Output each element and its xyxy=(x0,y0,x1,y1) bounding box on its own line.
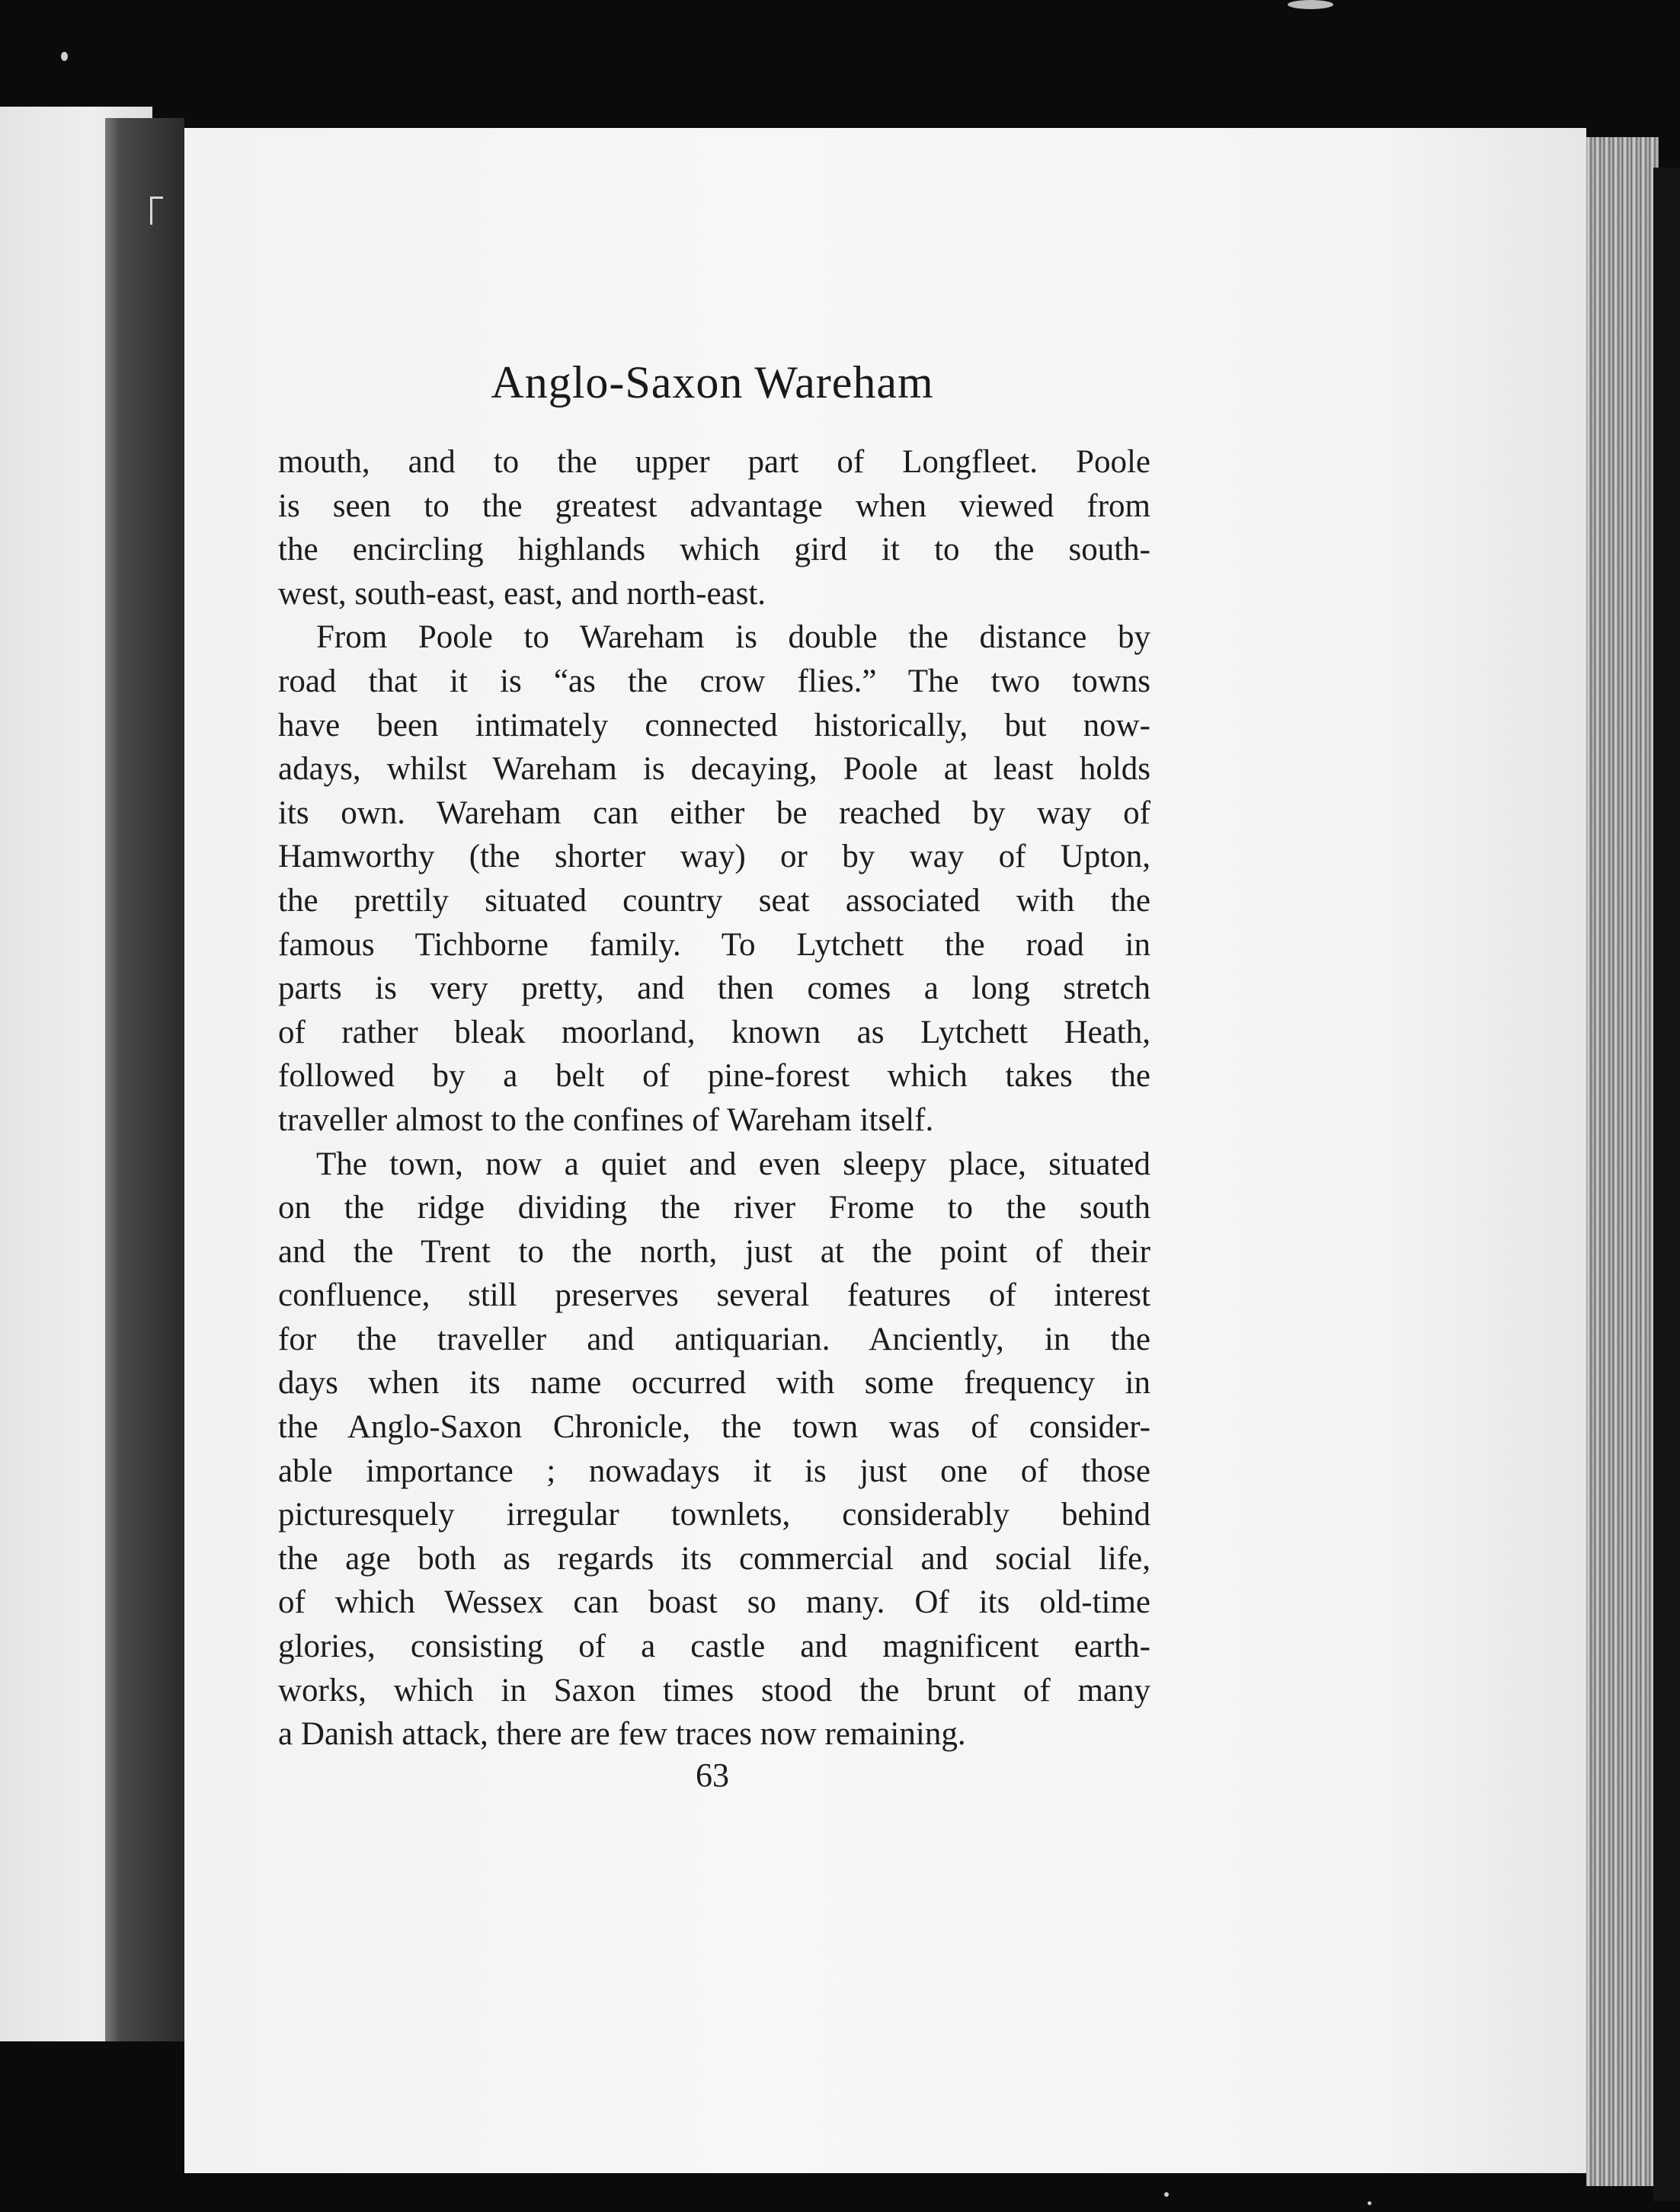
text-line: the Anglo-Saxon Chronicle, the town was of consider- xyxy=(278,1409,1150,1446)
text-line: adays, whilst Wareham is decaying, Poole at least holds xyxy=(278,751,1150,788)
page-number: 63 xyxy=(696,1756,729,1794)
text-line: and the Trent to the north, just at the point of their xyxy=(278,1233,1150,1270)
text-line: west, south-east, east, and north-east. xyxy=(278,575,766,612)
text-line: picturesquely irregular townlets, considerably behind xyxy=(278,1497,1150,1533)
text-line: able importance ; nowadays it is just one of those xyxy=(278,1453,1150,1489)
book-gutter xyxy=(105,118,184,2041)
text-line: The town, now a quiet and even sleepy place, situated xyxy=(316,1146,1150,1182)
text-line: mouth, and to the upper part of Longfleet. Poole xyxy=(278,444,1150,480)
text-line: on the ridge dividing the river Frome to the south xyxy=(278,1190,1150,1226)
text-line: parts is very pretty, and then comes a long stretch xyxy=(278,970,1150,1007)
text-line: traveller almost to the confines of Wareham itself. xyxy=(278,1101,934,1138)
paragraph xyxy=(278,1143,1150,1756)
page-edges xyxy=(1586,137,1659,2186)
gutter-mark xyxy=(150,197,163,225)
text-line: Hamworthy (the shorter way) or by way of Upton, xyxy=(278,839,1150,875)
paragraph xyxy=(278,440,1150,615)
text-line: From Poole to Wareham is double the distance by xyxy=(316,619,1150,656)
text-line: followed by a belt of pine-forest which takes the xyxy=(278,1058,1150,1095)
text-line: famous Tichborne family. To Lytchett the road in xyxy=(278,926,1150,963)
paragraph xyxy=(278,615,1150,1142)
text-line: glories, consisting of a castle and magnificent earth- xyxy=(278,1629,1150,1665)
text-line: the prettily situated country seat associated with the xyxy=(278,882,1150,919)
text-line: the age both as regards its commercial and social life, xyxy=(278,1540,1150,1577)
text-line: road that it is “as the crow flies.” The two towns xyxy=(278,663,1150,699)
text-line: confluence, still preserves several features of interest xyxy=(278,1277,1150,1314)
text-line: of rather bleak moorland, known as Lytchett Heath, xyxy=(278,1014,1150,1050)
text-line: days when its name occurred with some frequency in xyxy=(278,1365,1150,1402)
text-line: its own. Wareham can either be reached by way of xyxy=(278,794,1150,831)
text-line: have been intimately connected historically, but now- xyxy=(278,707,1150,743)
text-line: of which Wessex can boast so many. Of its old-time xyxy=(278,1584,1150,1621)
text-line: the encircling highlands which gird it to the south- xyxy=(278,532,1150,568)
body-text xyxy=(278,440,1150,1756)
text-line: a Danish attack, there are few traces now remaining. xyxy=(278,1716,966,1753)
running-head: Anglo-Saxon Wareham xyxy=(491,357,934,408)
text-line: works, which in Saxon times stood the brunt of many xyxy=(278,1672,1150,1709)
cover-edge xyxy=(1653,168,1680,2201)
text-line: is seen to the greatest advantage when viewed from xyxy=(278,487,1150,524)
text-line: for the traveller and antiquarian. Anciently, in the xyxy=(278,1321,1150,1357)
